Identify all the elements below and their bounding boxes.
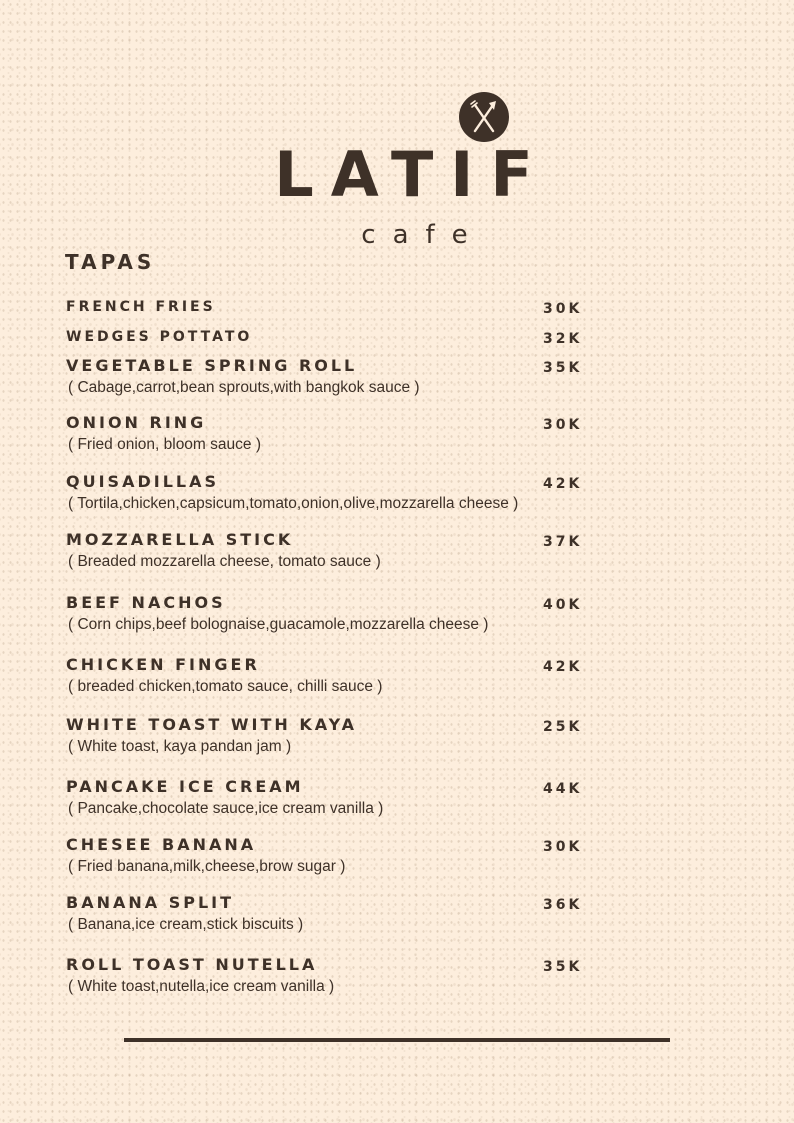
logo-badge: [459, 92, 509, 142]
item-name: MOZZARELLA STICK: [66, 530, 294, 549]
menu-item-wedges-pottato: [66, 326, 606, 348]
item-price: 42K: [543, 659, 583, 675]
menu-item-beef-nachos: [66, 592, 606, 636]
brand-subtitle: cafe: [361, 220, 485, 250]
item-description: ( Pancake,chocolate sauce,ice cream vanilla ): [68, 800, 384, 817]
item-price: 44K: [543, 781, 583, 797]
item-name: CHESEE BANANA: [66, 835, 257, 854]
item-name: PANCAKE ICE CREAM: [66, 777, 304, 796]
item-price: 30K: [543, 839, 583, 855]
item-price: 40K: [543, 597, 583, 613]
item-name: WEDGES POTTATO: [66, 329, 253, 345]
menu-item-chesee-banana: [66, 834, 606, 878]
item-name: WHITE TOAST WITH KAYA: [66, 715, 358, 734]
menu-item-chicken-finger: [66, 654, 606, 698]
item-name: BANANA SPLIT: [66, 893, 235, 912]
item-name: CHICKEN FINGER: [66, 655, 260, 674]
item-price: 30K: [543, 301, 583, 317]
menu-item-quisadillas: [66, 471, 606, 515]
item-price: 32K: [543, 331, 583, 347]
item-name: ROLL TOAST NUTELLA: [66, 955, 318, 974]
menu-item-pancake-ice-cream: [66, 776, 606, 820]
section-title: TAPAS: [65, 250, 156, 274]
item-description: ( Tortila,chicken,capsicum,tomato,onion,olive,mozzarella cheese ): [68, 495, 519, 512]
item-name: FRENCH FRIES: [66, 299, 216, 315]
item-description: ( White toast, kaya pandan jam ): [68, 738, 292, 755]
fork-knife-icon: [459, 92, 509, 142]
menu-item-white-toast-with-kaya: [66, 714, 606, 758]
menu-item-french-fries: [66, 296, 606, 318]
menu-item-onion-ring: [66, 412, 606, 456]
menu-item-vegetable-spring-roll: [66, 355, 606, 399]
item-name: QUISADILLAS: [66, 472, 219, 491]
item-name: ONION RING: [66, 413, 207, 432]
item-price: 37K: [543, 534, 583, 550]
item-description: ( Banana,ice cream,stick biscuits ): [68, 916, 304, 933]
item-description: ( Corn chips,beef bolognaise,guacamole,mozzarella cheese ): [68, 616, 489, 633]
item-price: 35K: [543, 360, 583, 376]
item-description: ( White toast,nutella,ice cream vanilla ): [68, 978, 335, 995]
item-price: 25K: [543, 719, 583, 735]
footer-divider: [124, 1038, 670, 1042]
item-description: ( Breaded mozzarella cheese, tomato sauce ): [68, 553, 381, 570]
item-description: ( Cabage,carrot,bean sprouts,with bangkok sauce ): [68, 379, 420, 396]
menu-item-banana-split: [66, 892, 606, 936]
item-price: 30K: [543, 417, 583, 433]
brand-name: LATIF: [274, 138, 550, 211]
menu-item-mozzarella-stick: [66, 529, 606, 573]
item-description: ( breaded chicken,tomato sauce, chilli sauce ): [68, 678, 383, 695]
item-price: 42K: [543, 476, 583, 492]
item-name: VEGETABLE SPRING ROLL: [66, 356, 358, 375]
item-name: BEEF NACHOS: [66, 593, 226, 612]
item-price: 35K: [543, 959, 583, 975]
menu-item-roll-toast-nutella: [66, 954, 606, 998]
item-description: ( Fried banana,milk,cheese,brow sugar ): [68, 858, 346, 875]
item-price: 36K: [543, 897, 583, 913]
item-description: ( Fried onion, bloom sauce ): [68, 436, 261, 453]
